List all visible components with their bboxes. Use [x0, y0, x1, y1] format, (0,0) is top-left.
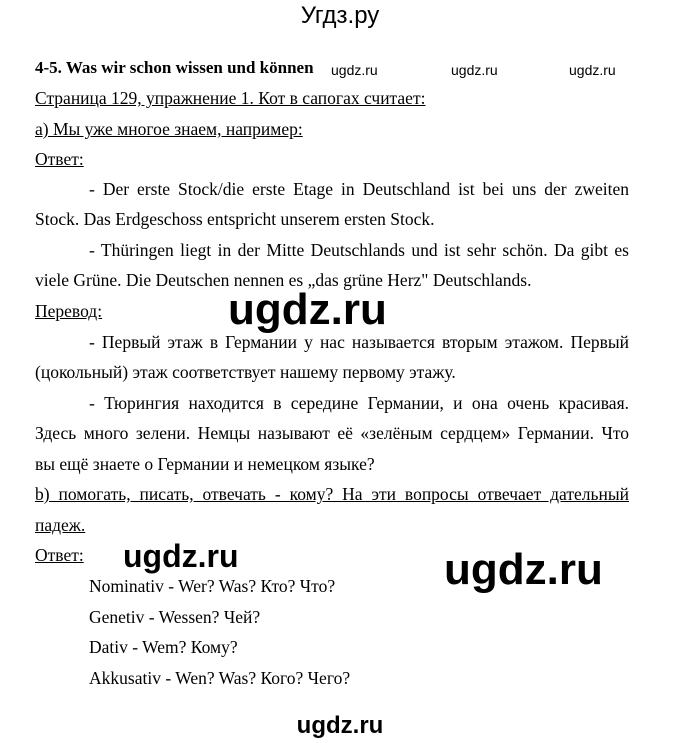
site-header: Угдз.ру	[300, 2, 380, 29]
case-dativ: Dativ - Wem? Кому?	[89, 637, 238, 657]
part-b-heading-line-2: падеж.	[35, 515, 86, 535]
exercise-heading: Страница 129, упражнение 1. Кот в сапогах считает:	[35, 88, 426, 108]
part-b-heading-line-1: b) помогать, писать, отвечать - кому? На эти вопросы отвечает дательный	[35, 484, 629, 504]
watermark-small-2: ugdz.ru	[451, 62, 498, 78]
section-title: 4-5. Was wir schon wissen und können	[35, 58, 314, 77]
de-paragraph-2-line-1: - Thüringen liegt in der Mitte Deutschlands und ist sehr schön. Da gibt es	[89, 240, 629, 260]
ru-paragraph-2-line-2: Здесь много зелени. Немцы называют её «зелёным сердцем» Германии. Что	[35, 423, 629, 443]
translation-label: Перевод:	[35, 301, 103, 321]
part-a-heading: а) Мы уже многое знаем, например:	[35, 119, 303, 139]
watermark-mid-1: ugdz.ru	[123, 538, 239, 574]
ru-paragraph-2-line-3: вы ещё знаете о Германии и немецком языке?	[35, 454, 375, 474]
watermark-big-1: ugdz.ru	[228, 285, 387, 334]
ru-paragraph-1-line-2: (цокольный) этаж соответствует нашему первому этажу.	[35, 362, 456, 382]
de-paragraph-1-line-1: - Der erste Stock/die erste Etage in Deutschland ist bei uns der zweiten	[89, 179, 629, 199]
watermark-big-2: ugdz.ru	[444, 545, 603, 594]
site-footer: ugdz.ru	[296, 712, 384, 739]
answer-label-2: Ответ:	[35, 545, 84, 565]
case-genetiv: Genetiv - Wessen? Чей?	[89, 607, 261, 627]
ru-paragraph-2-line-1: - Тюрингия находится в середине Германии, и она очень красивая.	[89, 393, 629, 413]
watermark-small-1: ugdz.ru	[331, 62, 378, 78]
answer-label: Ответ:	[35, 149, 84, 169]
ru-paragraph-1-line-1: - Первый этаж в Германии у нас называется вторым этажом. Первый	[89, 332, 629, 352]
de-paragraph-2-line-2: viele Grüne. Die Deutschen nennen es „das grüne Herz" Deutschlands.	[35, 270, 532, 290]
watermark-small-3: ugdz.ru	[569, 62, 616, 78]
case-akkusativ: Akkusativ - Wen? Was? Кого? Чего?	[89, 668, 351, 688]
case-nominativ: Nominativ - Wer? Was? Кто? Что?	[89, 576, 336, 596]
de-paragraph-1-line-2: Stock. Das Erdgeschoss entspricht unserem ersten Stock.	[35, 209, 435, 229]
